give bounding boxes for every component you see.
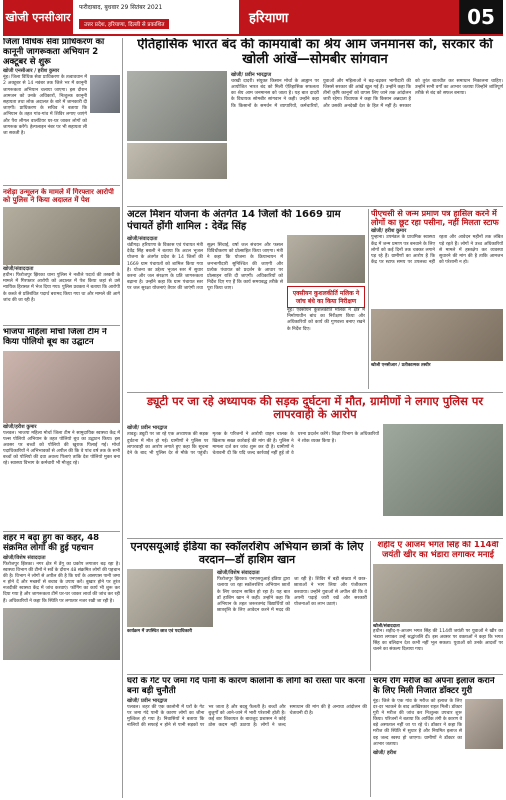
headline: भाजपा महिला मोर्चा जिला टीम ने किया पोलियो बूथ का उद्घाटन (3, 328, 107, 347)
doctor-photo (465, 699, 503, 749)
story-doctor-help (373, 677, 503, 797)
headline: शहीद ए आजम भगत सिंह की 114वीं जयंती खीर का भंडारा लगाकर मनाई (377, 541, 499, 560)
story-body: पलवल। भाजपा महिला मोर्चा जिला टीम ने सामुदायिक स्वास्थ्य केंद्र में पल्स पोलियो अभियान के तहत पोलियो बूथ का उद्घाटन किया। इस अवसर पर बच्चों को पोलियो की खुराक पिलाई गई। मोर्चा पदाधिकारियों ने अभिभावकों से अपील की कि वे पांच वर्ष तक के सभी बच्चों को पोलियो की दवा अवश्य पिलाएं ताकि देश पोलियो मुक्त बना रहे। स्वास्थ्य विभाग के कर्मचारी भी मौजूद रहे। (3, 430, 120, 467)
story-body: हथीन। शहीद-ए-आजम भगत सिंह की 114वीं जयंती पर युवाओं ने खीर का भंडारा लगाकर उन्हें श्रद्धांजलि दी। इस अवसर पर वक्ताओं ने कहा कि भगत सिंह का बलिदान देश कभी नहीं भूल सकता। युवाओं को उनके आदर्शों पर चलने का संकल्प दिलाया गया। (373, 628, 503, 653)
page-number: 05 (459, 0, 503, 34)
story-body: पलवल। शहर की एक कालोनी में घरों के गेट पर जमा गंदे पानी के कारण लोगों का जीना मुश्किल हो गया है। निवासियों ने बताया कि नालियों की सफाई न होने से पानी सड़कों पर भर जाता है और बदबू फैलती है। बच्चों और बुजुर्गों को आने-जाने में भारी परेशानी होती है। कई बार शिकायत के बावजूद प्रशासन ने कोई ठोस कदम नहीं उठाया है। लोगों ने जल्द समाधान की मांग की है अन्यथा आंदोलन की चेतावनी दी है। (127, 704, 367, 729)
section-title: हरियाणा (239, 0, 459, 34)
story-teacher-accident (127, 395, 503, 535)
story-bjp-women (3, 328, 120, 528)
byline: खोजी/संवाददाता (3, 266, 34, 273)
headline: जिला विधिक सेवा प्राधिकरण का कानूनी जागरूकता अभियान 2 अक्टूबर से शुरू (3, 38, 105, 67)
story-body: नूंह। जिले के एक गांव के मरीज को इलाज के लिए दर-दर भटकने के बाद आखिरकार राहत मिली। डॉक्टर गुरी ने मरीज की जांच कर निःशुल्क उपचार शुरू किया। परिजनों ने बताया कि आर्थिक तंगी के कारण वे बड़े अस्पताल नहीं जा पा रहे थे। डॉक्टर ने कहा कि मरीज की स्थिति में सुधार है और नियमित इलाज से वह जल्द स्वस्थ हो जाएगा। ग्रामीणों ने डॉक्टर का आभार जताया। (373, 698, 462, 747)
byline: खोजी/संवाददाता (127, 236, 158, 242)
content-area (3, 38, 503, 798)
headline: घरों के गेट पर जमा गंदे पानी के कारण कालोनी के लोगों को रास्ता पार करना बना बड़ी चुनौती (127, 677, 365, 696)
story-drug-arrest (3, 188, 120, 323)
bhandara-photo (373, 564, 503, 622)
story-body: चंडीगढ़। हरियाणा के विकास एवं पंचायत मंत्री देवेंद्र सिंह बबली ने बताया कि अटल भूजल योजना के अंतर्गत प्रदेश के 14 जिलों की 1669 ग्राम पंचायतों को शामिल किया गया है। योजना का उद्देश्य भूजल स्तर में सुधार करना और जल संरक्षण के प्रति जागरूकता बढ़ाना है। उन्होंने कहा कि ग्राम पंचायत स्तर पर जल सुरक्षा योजनाएं तैयार की जाएंगी तथा सूक्ष्म सिंचाई, वर्षा जल संचयन और फसल विविधीकरण को प्रोत्साहित किया जाएगा। मंत्री ने कहा कि योजना के क्रियान्वयन में जनभागीदारी सुनिश्चित की जाएगी और प्रत्येक पंचायत को प्रदर्शन के आधार पर प्रोत्साहन राशि दी जाएगी। अधिकारियों को निर्देश दिए गए हैं कि कार्य समयबद्ध तरीके से पूरा किया जाए। (127, 243, 283, 292)
arrest-photo (3, 207, 120, 265)
story-legal-camp (3, 38, 120, 183)
photo-caption: कार्यक्रम में उपस्थित छात्र एवं पदाधिकारी (127, 629, 193, 635)
headline: अटल मिशन योजना के अंतर्गत 14 जिलों की 1669 ग्राम पंचायतें होंगी शामिल : देवेंद्र सिंह (127, 209, 341, 232)
byline: खोजी/हरीश कुमार (3, 423, 37, 430)
polio-booth-photo (3, 351, 120, 423)
byline: खोजी/ प्रवीन भारद्वाज (127, 697, 168, 704)
story-bhagat-singh (373, 541, 503, 671)
masthead (3, 0, 503, 36)
photo-caption: खोजी एनसीआर / प्रतीकात्मक तस्वीर (371, 363, 431, 369)
official-photo (90, 75, 120, 113)
sidebar-body: नूंह। एक्सीयन कुशलकीर्ति मलिक ने क्षेत्र में निर्माणाधीन बांध का निरीक्षण किया और अधिकारियों को कार्य की गुणवत्ता बनाए रखने के निर्देश दिए। (287, 308, 365, 332)
byline: खोजी/विशेष संवाददाता (3, 554, 46, 561)
left-column (3, 38, 123, 798)
byline: खोजी/ हरीश (373, 749, 397, 756)
story-atal-mission (127, 209, 365, 389)
hospital-photo (371, 309, 503, 361)
story-bharat-bandh (127, 38, 503, 203)
story-body: पुन्हाना। उपमंडल के प्राथमिक स्वास्थ्य केंद्र में जन्म प्रमाण पत्र बनवाने के लिए लोगों को कई दिनों तक चक्कर लगाने पड़ रहे हैं। ग्रामीणों का आरोप है कि केंद्र पर स्टाफ समय पर उपलब्ध नहीं रहता और आवेदन महीनों तक लंबित पड़े रहते हैं। लोगों ने उच्च अधिकारियों से मामले में हस्तक्षेप कर व्यवस्था सुधारने की मांग की है ताकि आमजन को परेशानी न हो। (371, 235, 503, 266)
protest-photo (127, 71, 227, 141)
headline: शहर में बढ़ा हुंग का कहर, 48 संक्रमित लोगों की हुई पहचान (3, 534, 100, 553)
byline: खोजी/विशेष संवाददाता (217, 570, 260, 577)
story-body: फिरोजपुर झिरका। एनएसयूआई इंडिया द्वारा चलाया जा रहा स्कॉलरशिप अभियान छात्रों के लिए वरदान साबित हो रहा है। यह बात डॉ हाशिम खान ने कही। उन्होंने कहा कि अभियान के तहत जरूरतमंद विद्यार्थियों को छात्रवृत्ति के लिए आवेदन करने में मदद की जा रही है। शिविर में बड़ी संख्या में छात्र-छात्राओं ने भाग लिया और पंजीकरण करवाया। उन्होंने युवाओं से अपील की कि वे अपनी पढ़ाई जारी रखें और सरकारी योजनाओं का लाभ उठाएं। (217, 577, 367, 614)
right-area (127, 38, 503, 798)
story-body: नूंह। जिला विधिक सेवा प्राधिकरण के तत्वावधान में 2 अक्टूबर से 14 नवंबर तक जिले भर में कानूनी जागरूकता अभियान चलाया जाएगा। इस दौरान आमजन को उनके अधिकारों, निःशुल्क कानूनी सहायता तथा लोक अदालत के बारे में जानकारी दी जाएगी। प्राधिकरण के सचिव ने बताया कि अभियान के तहत गांव-गांव में शिविर लगाए जाएंगे और पैरा लीगल वालंटियर घर-घर जाकर लोगों को जागरूक करेंगे। हेल्पलाइन नंबर पर भी सहायता ली जा सकती है। (3, 75, 87, 136)
street-photo (3, 608, 120, 660)
date-text: फरीदाबाद, बुधवार 29 सितंबर 2021 (79, 4, 163, 11)
tagline: उत्तर प्रदेश, हरियाणा, दिल्ली से प्रकाशित (79, 19, 169, 29)
story-houses-flood (127, 677, 367, 797)
dateline (73, 0, 239, 34)
headline: चरम रोग मरीज को अपना इलाज कराने के लिए मिली निजात डॉक्टर गुरी (373, 677, 495, 696)
story-body: फिरोजपुर झिरका। नगर क्षेत्र में डेंगू का प्रकोप लगातार बढ़ रहा है। स्वास्थ्य विभाग की टीमों ने सर्वे के दौरान 48 संक्रमित लोगों की पहचान की है। विभाग ने लोगों से अपील की है कि घरों के आसपास पानी जमा न होने दें और मच्छरों से बचाव के उपाय करें। बुखार होने पर तुरंत नजदीकी स्वास्थ्य केंद्र में जांच करवाएं। फॉगिंग का कार्य भी शुरू कर दिया गया है और जागरूकता टीमें घर-घर जाकर लार्वा की जांच कर रही हैं। अधिकारियों ने कहा कि स्थिति पर लगातार नजर रखी जा रही है। (3, 561, 120, 604)
story-nsui-scholarship (127, 541, 367, 671)
headline: एनएसयूआई इंडिया का स्कॉलरशिप अभियान छात्रों के लिए वरदान—डॉ हाशिम खान (130, 541, 364, 566)
minister-photo (287, 235, 365, 283)
story-birth-certificate (371, 209, 503, 389)
byline: खोजी/ प्रवीन भारद्वाज (127, 425, 168, 432)
brand-logo: खोजी एनसीआर (3, 0, 73, 34)
story-snatchers (3, 534, 120, 796)
crowd-photo (383, 424, 503, 516)
photo-caption: खोजी/संवाददाता (373, 623, 400, 629)
byline: खोजी/ प्रवीन भारद्वाज (231, 71, 272, 78)
camp-photo (127, 569, 213, 627)
headline: ऐतिहासिक भारत बंद की कामयाबी का श्रेय आम जनमानस को, सरकार की खोली आंखें—सोमबीर सांगवान (137, 38, 493, 67)
story-body: तावडू। ड्यूटी पर जा रहे एक अध्यापक की सड़क दुर्घटना में मौत हो गई। ग्रामीणों ने पुलिस पर लापरवाही का आरोप लगाते हुए कहा कि सूचना देने के बाद भी पुलिस देर से मौके पर पहुंची। मृतक के परिजनों ने आरोपी वाहन चालक के खिलाफ सख्त कार्रवाई की मांग की है। पुलिस ने मामला दर्ज कर जांच शुरू कर दी है। ग्रामीणों ने चेतावनी दी कि यदि जल्द कार्रवाई नहीं हुई तो वे धरना प्रदर्शन करेंगे। शिक्षा विभाग के अधिकारियों ने शोक व्यक्त किया है। (127, 432, 379, 456)
byline: खोजी/ हरीश कुमार (371, 228, 407, 235)
story-body: चरखी दादरी। संयुक्त किसान मोर्चा के आह्वान पर आयोजित भारत बंद को मिली ऐतिहासिक सफलता का श्रेय आम जनमानस को जाता है। यह बात दादरी के विधायक सोमबीर सांगवान ने कही। उन्होंने कहा कि किसानों के समर्थन में व्यापारियों, कर्मचारियों, युवाओं और महिलाओं ने बढ़-चढ़कर भागीदारी की जिससे सरकार की आंखें खुल गई हैं। उन्होंने कहा कि तीनों कृषि कानूनों को वापस लिए जाने तक आंदोलन जारी रहेगा। विधायक ने कहा कि किसान अन्नदाता है और उसकी अनदेखी देश के हित में नहीं है। सरकार को तुरंत बातचीत कर समाधान निकालना चाहिए। उन्होंने सभी वर्गों का आभार जताया जिन्होंने शांतिपूर्ण तरीके से बंद को सफल बनाया। (231, 78, 503, 109)
byline: खोजी एनसीआर / हरीश कुमार (3, 68, 60, 75)
headline: ड्यूटी पर जा रहे अध्यापक की सड़क दुर्घटना में मौत, ग्रामीणों ने लगाए पुलिस पर लापरवाही के आरोप (146, 395, 484, 422)
sidebar-title: एक्सीयन कुशलकीर्ति मलिक ने जांच बंधे का किया निरीक्षण (287, 286, 365, 308)
leader-photo (127, 143, 227, 179)
headline: नशेड़ा उन्मूलन के मामले में गिरफ्तार आरोपी को पुलिस ने किया अदालत में पेश (3, 188, 114, 205)
story-body: हथीन। फिरोजपुर झिरका थाना पुलिस ने नशीले पदार्थ की तस्करी के मामले में गिरफ्तार आरोपी को अदालत में पेश किया जहां से उसे न्यायिक हिरासत में भेज दिया गया। पुलिस प्रवक्ता ने बताया कि आरोपी के कब्जे से प्रतिबंधित पदार्थ बरामद किया गया था और मामले की आगे जांच की जा रही है। (3, 273, 120, 303)
headline: पीएचसी से जन्म प्रमाण पत्र हासिल करने में लोगों का छूट रहा पसीना, नहीं मिलता स्टाफ (371, 209, 499, 228)
